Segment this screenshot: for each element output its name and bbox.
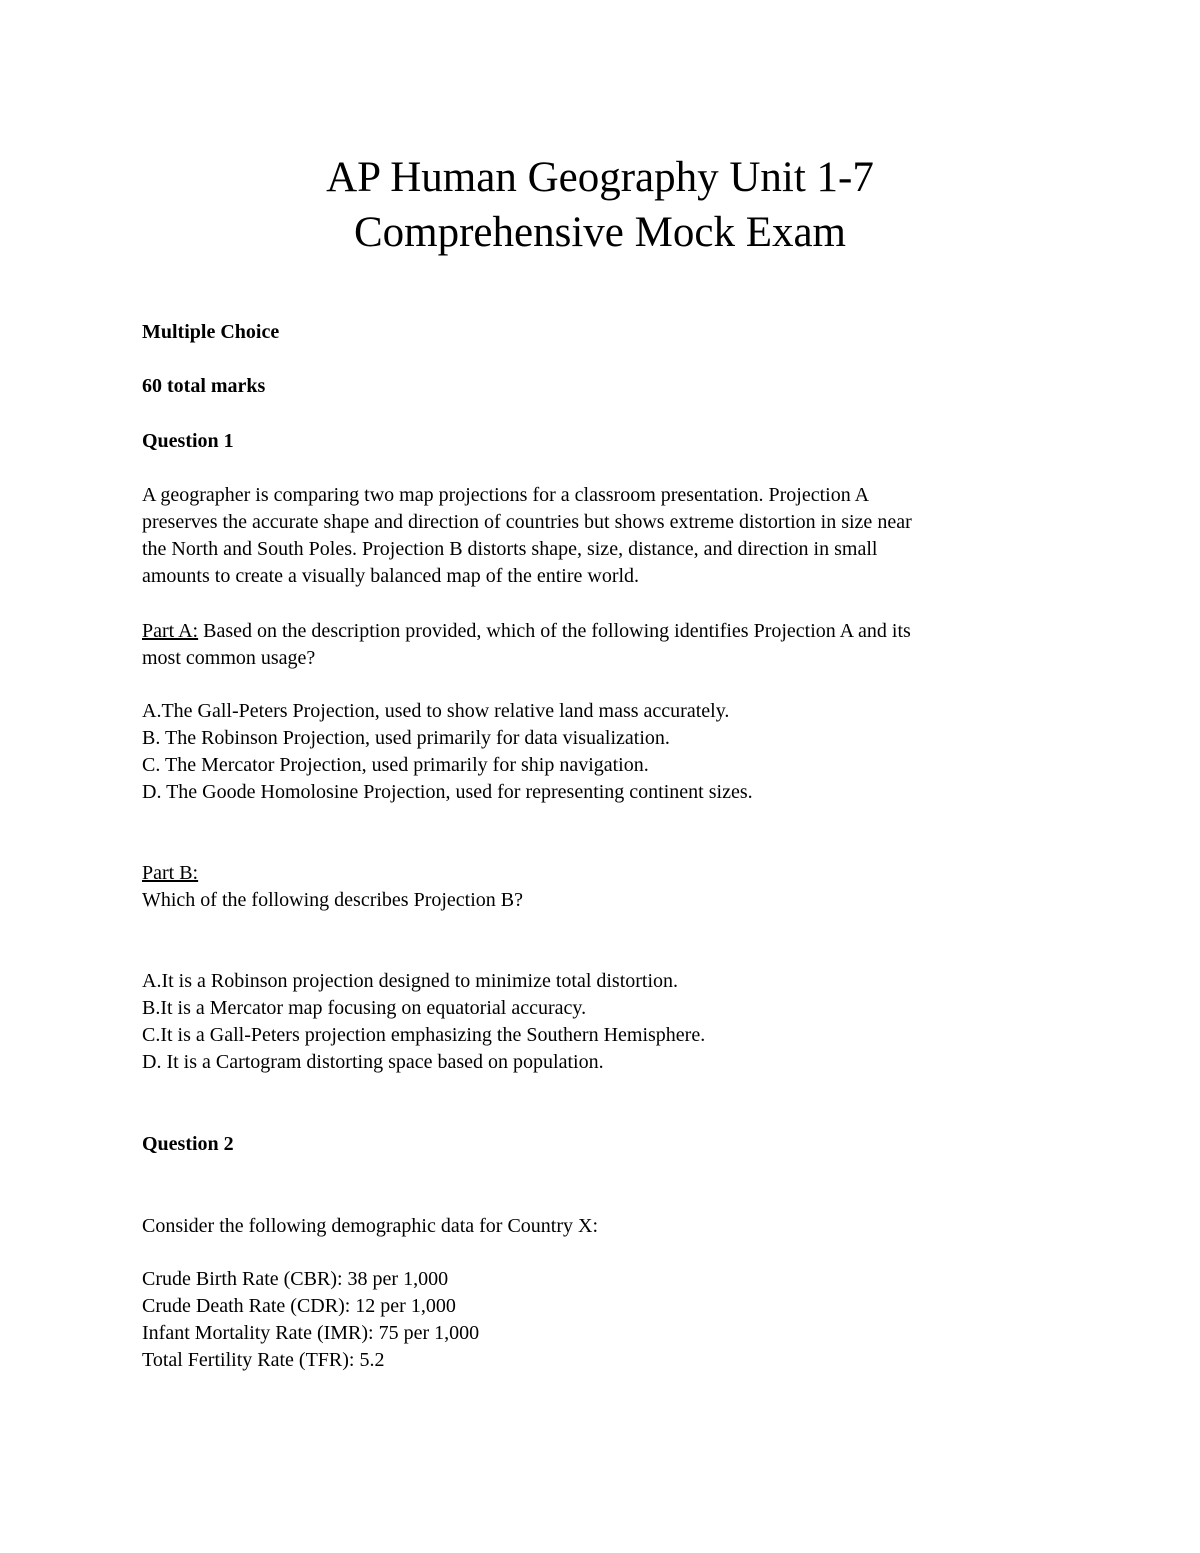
answer-option: D. The Goode Homolosine Projection, used for representing continent sizes. [142,781,753,803]
question-2-intro: Consider the following demographic data for Country X: [142,1215,599,1237]
section-heading: Multiple Choice [142,321,280,343]
part-b-label: Part B: [142,862,199,884]
stem-line: amounts to create a visually balanced map of the entire world. [142,565,640,587]
total-marks: 60 total marks [142,375,266,397]
stem-line: the North and South Poles. Projection B distorts shape, size, distance, and direction in small [142,538,878,560]
question-1-stem [142,482,1062,590]
question-2-heading: Question 2 [142,1133,234,1155]
answer-option: C.It is a Gall-Peters projection emphasizing the Southern Hemisphere. [142,1024,706,1046]
answer-option: A.It is a Robinson projection designed to minimize total distortion. [142,970,679,992]
data-line: Infant Mortality Rate (IMR): 75 per 1,000 [142,1322,480,1344]
data-line: Crude Death Rate (CDR): 12 per 1,000 [142,1295,456,1317]
part-b-question [142,860,1062,914]
title-line-1: AP Human Geography Unit 1-7 [326,154,874,201]
answer-option: B.It is a Mercator map focusing on equatorial accuracy. [142,997,587,1019]
question-1-heading: Question 1 [142,430,234,452]
stem-line: A geographer is comparing two map projections for a classroom presentation. Projection A [142,484,870,506]
part-b-question-text: Which of the following describes Projection B? [142,889,524,911]
answer-option: B. The Robinson Projection, used primarily for data visualization. [142,727,670,749]
part-a-label: Part A: [142,620,199,642]
stem-line: preserves the accurate shape and direction of countries but shows extreme distortion in size near [142,511,912,533]
title-line-2: Comprehensive Mock Exam [353,209,846,256]
part-a-question-line [142,618,1062,645]
data-line: Crude Birth Rate (CBR): 38 per 1,000 [142,1268,449,1290]
data-line: Total Fertility Rate (TFR): 5.2 [142,1349,385,1371]
part-a-question-text: Based on the description provided, which of the following identifies Projection A and its [198,620,911,642]
part-a-question-line: most common usage? [142,647,316,669]
answer-option: D. It is a Cartogram distorting space based on population. [142,1051,604,1073]
answer-option: C. The Mercator Projection, used primarily for ship navigation. [142,754,649,776]
demographic-data [142,1266,1062,1374]
part-b-options [142,968,1062,1076]
part-a-question [142,618,1062,672]
part-a-options [142,698,1062,806]
answer-option: A.The Gall-Peters Projection, used to show relative land mass accurately. [142,700,730,722]
